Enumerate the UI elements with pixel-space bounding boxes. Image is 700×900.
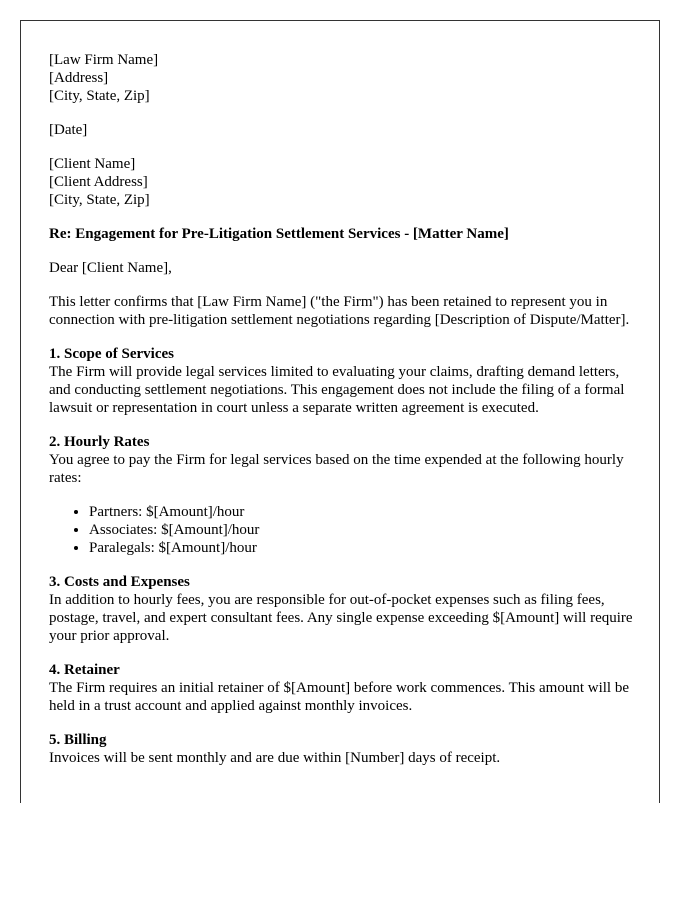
section-costs bbox=[49, 573, 634, 645]
client-name: [Client Name] bbox=[49, 156, 136, 172]
firm-address: [Address] bbox=[49, 70, 109, 86]
section-title: 1. Scope of Services bbox=[49, 346, 174, 362]
section-body: Invoices will be sent monthly and are due within [Number] days of receipt. bbox=[49, 750, 501, 766]
section-title: 3. Costs and Expenses bbox=[49, 574, 190, 590]
section-title: 5. Billing bbox=[49, 732, 107, 748]
client-address-block bbox=[49, 155, 634, 209]
section-title: 2. Hourly Rates bbox=[49, 434, 150, 450]
section-body: You agree to pay the Firm for legal services based on the time expended at the following hourly rates: bbox=[49, 452, 624, 486]
section-hourly-rates bbox=[49, 433, 634, 557]
firm-city-state-zip: [City, State, Zip] bbox=[49, 88, 150, 104]
letter-date: [Date] bbox=[49, 122, 88, 138]
salutation: Dear [Client Name], bbox=[49, 260, 172, 276]
subject-line: Re: Engagement for Pre-Litigation Settlement Services - [Matter Name] bbox=[49, 226, 509, 242]
intro-paragraph: This letter confirms that [Law Firm Name] ("the Firm") has been retained to represent you in connection with pre-litigation settlement negotiations regarding [Description of Dispute/Matter]. bbox=[49, 294, 630, 328]
section-title: 4. Retainer bbox=[49, 662, 120, 678]
section-retainer bbox=[49, 661, 634, 715]
list-item: • Partners: $[Amount]/hour bbox=[89, 503, 634, 521]
letter-content bbox=[49, 51, 634, 783]
rates-list bbox=[49, 503, 634, 557]
section-billing bbox=[49, 731, 634, 767]
letter-page bbox=[20, 20, 660, 803]
list-item: • Paralegals: $[Amount]/hour bbox=[89, 539, 634, 557]
client-city-state-zip: [City, State, Zip] bbox=[49, 192, 150, 208]
firm-name: [Law Firm Name] bbox=[49, 52, 159, 68]
client-address: [Client Address] bbox=[49, 174, 148, 190]
section-body: In addition to hourly fees, you are responsible for out-of-pocket expenses such as filing fees, postage, travel, and expert consultant fees. Any single expense exceeding $[Amount] will require your prior approval. bbox=[49, 592, 633, 644]
firm-header bbox=[49, 51, 634, 105]
section-scope bbox=[49, 345, 634, 417]
list-item: • Associates: $[Amount]/hour bbox=[89, 521, 634, 539]
section-body: The Firm requires an initial retainer of $[Amount] before work commences. This amount will be held in a trust account and applied against monthly invoices. bbox=[49, 680, 629, 714]
section-body: The Firm will provide legal services limited to evaluating your claims, drafting demand letters, and conducting settlement negotiations. This engagement does not include the filing of a formal lawsuit or representation in court unless a separate written agreement is executed. bbox=[49, 364, 625, 416]
